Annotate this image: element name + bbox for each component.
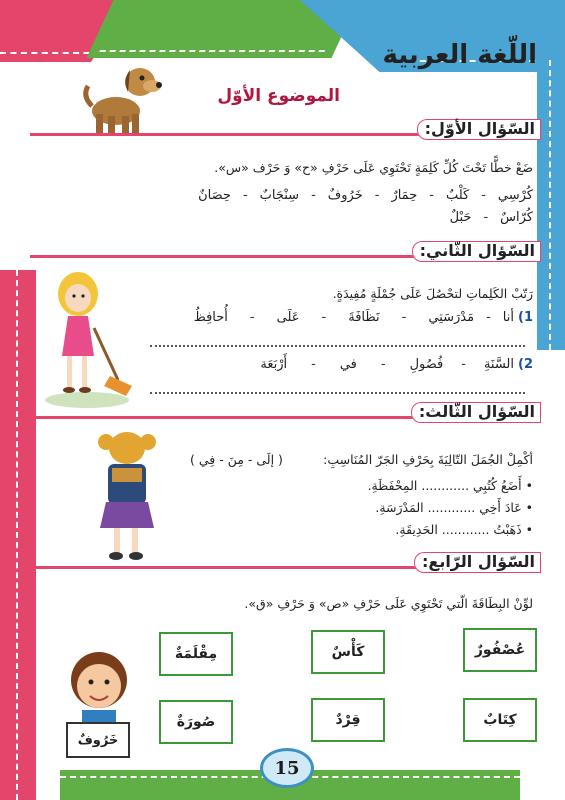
q2-answer-line-1[interactable] [150,345,525,347]
decor-side-blue [537,60,565,350]
q1-word: كُرّاسٌ [500,210,533,225]
word-card[interactable]: عُصْفُورٌ [463,628,537,672]
q2-item-number: 1) [518,310,533,325]
decor-side-pink [0,270,36,800]
q2-word: في [339,357,357,372]
word-card[interactable]: كِتَابٌ [463,698,537,742]
q3-sentence-2: • عَادَ أَخِي ............ المَدْرَسَةِ. [375,500,533,515]
q1-instruction: ضَعْ خطًّا تَحْتَ كُلِّ كَلِمَةٍ تَحْتَوِي عَلَى حَرْفِ «ح» وَ حَرْف «س». [214,160,533,175]
separator: - [461,357,466,372]
q3-options: ( إلَى - مِنَ - فِي ) [190,452,283,467]
separator: - [380,357,386,372]
q3-label: السّؤال الثّالث: [411,402,541,423]
subject-title: اللّغة العربية [382,40,537,70]
q1-word: كُرْسِي [497,188,533,203]
q4-label: السّؤال الرّابع: [414,552,541,573]
q2-word: السَّنَةِ [483,357,514,372]
separator: - [321,310,327,325]
q4-instruction: لوِّنْ البِطَاقَةَ الّتي تَحْتَوِي عَلَى حَرْفِ «ص» وَ حَرْفِ «ق». [244,596,533,611]
q2-item-2 [260,357,533,372]
separator: - [311,357,316,372]
word-card[interactable]: قِرْدٌ [311,698,385,742]
topic-title: الموضوع الأوّل [217,86,340,106]
separator: - [401,310,407,325]
q1-word: حِصَانٌ [198,188,231,203]
separator: - [374,188,380,203]
q1-word: حَبْلٌ [449,210,472,225]
q2-answer-line-2[interactable] [150,392,525,394]
q3-instruction: أكْمِلْ الجُمَلَ التّالِيَةَ بِحَرْفِ الجَرّ المُنَاسِبِ: [323,452,533,467]
q1-word-row-2 [450,210,533,225]
q2-item-number: 2) [518,357,533,372]
q2-item-1 [194,310,533,325]
q1-word: حِمَارٌ [391,188,418,203]
word-card[interactable]: مِقْلَمَةٌ [159,632,233,676]
q2-word: عَلَى [276,310,300,325]
q2-word: نَظَافَةَ [348,310,380,325]
q1-label: السّؤال الأوّل: [417,119,541,140]
schoolgirl-illustration [92,428,162,562]
q2-word: أُحافِظُ [193,310,228,325]
q2-word: فُصُولِ [409,357,444,372]
q1-word: كَلْبٌ [445,188,470,203]
q1-word-row-1 [198,188,533,203]
q2-instruction: رَتّبْ الكَلِماتِ لتحْصُلَ عَلَى جُمْلَةٍ مُفِيدَةٍ. [332,286,533,301]
q2-word: مَدْرَسَتِي [428,310,475,325]
separator: - [486,310,491,325]
dog-illustration [78,56,168,140]
boy-sign: خَرُوفٌ [66,722,130,758]
separator: - [249,310,255,325]
q2-word: أَرْبَعَة [260,357,288,372]
q2-label: السّؤال الثّاني: [412,241,541,262]
q3-sentence-3: • ذَهَبْتُ ............ الحَدِيقَةِ. [395,522,533,537]
word-card[interactable]: صُورَةٌ [159,700,233,744]
separator: - [483,210,489,225]
word-card[interactable]: كَأْسٌ [311,630,385,674]
q1-word: سِنْجَابٌ [259,188,300,203]
separator: - [311,188,316,203]
q2-word: أنا [502,310,514,325]
page-number: 15 [260,748,314,788]
boy-illustration [60,650,138,726]
separator: - [242,188,248,203]
q3-sentence-1: • أَضَعُ كُتُبِي ............ المِحْفَظَةِ. [367,478,533,493]
separator: - [429,188,434,203]
q1-word: خَرُوفٌ [327,188,363,203]
separator: - [481,188,486,203]
girl-broom-illustration [42,268,137,410]
